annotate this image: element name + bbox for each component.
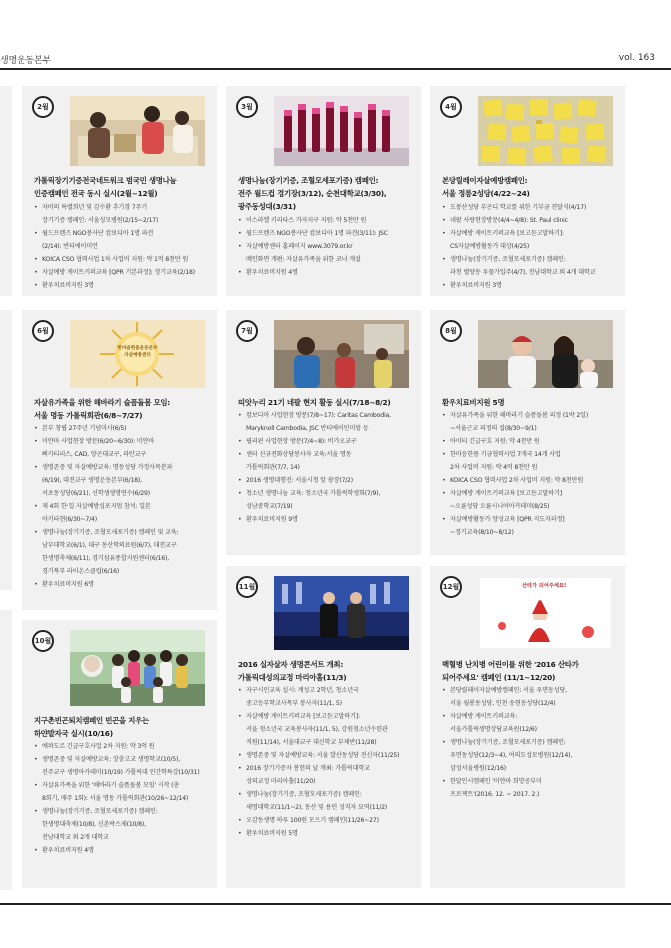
list-item: • 자살예방 게이트키퍼교육 [보고듣고말하기]: [442, 227, 595, 240]
list-item: • 환우치료비지원 4명 [238, 266, 388, 279]
item-list [34, 201, 195, 292]
footer-rule [0, 903, 671, 905]
month-card-mar [226, 86, 421, 296]
card-title-line: 환우치료비지원 5명 [442, 398, 505, 407]
list-item: • 2016 장기기증자 봉헌의 날 개최: 가톨릭대학교 [238, 762, 399, 775]
month-card-apr [430, 86, 625, 296]
campaign-photo [70, 320, 205, 388]
list-item: 서울 청소년국 교육봉사자(11/1, 5), 강원청소년수련관 [246, 726, 388, 733]
month-badge: 4월 [440, 96, 462, 118]
card-title-line: 서울 정릉2성당(4/22~24) [442, 189, 530, 198]
item-list [238, 684, 399, 840]
list-item: • 생명나눔(장기기증, 조혈모세포기증) 캠페인: [442, 736, 572, 749]
card-title [34, 174, 176, 200]
card-title-line: 서울 명동 가톨릭회관(6/8~7/27) [34, 411, 143, 420]
list-item: • 생명존중 및 자살예방교육: 명동성당 가정사목분과 [34, 461, 178, 474]
list-item: • 환우치료비지원 6명 [34, 578, 178, 591]
banner-caption-line: 한마음한몸운동본부 [117, 346, 158, 351]
list-item: • 미얀마 사업현장 방문(6/20~6/30): 미얀마 [34, 435, 178, 448]
list-item: • 본부 창립 27주년 기념미사(6/5) [34, 422, 178, 435]
item-list [442, 409, 588, 539]
campaign-photo [478, 576, 613, 650]
list-item: • 자살예방 게이트키퍼교육: [442, 710, 572, 723]
list-item: • 자살예방 게이트키퍼교육 [QPR 기본과정]: 정기교육(2/18) [34, 266, 195, 279]
item-list [238, 409, 391, 526]
item-list [34, 422, 178, 591]
list-item: • 도봉산성당 부곤디 학교를 위한 기부금 전달식(4/17) [442, 201, 595, 214]
list-item: • 한마음한몸 기금협력사업 7개국 14개 사업 [442, 448, 588, 461]
list-item: 한생명대축제(10/8), 신촌락스제(10/8), [42, 821, 146, 828]
card-title-line: 본당릴레이자살예방캠페인: [442, 176, 528, 185]
month-badge: 6월 [32, 320, 54, 342]
campaign-photo [274, 96, 409, 166]
card-title [34, 396, 170, 422]
list-item: 전남대학교 외 2개 대학교 [42, 834, 109, 841]
list-item: 중고등부학교사목부 봉사자(11/1, 5) [246, 700, 342, 707]
list-item: 서울 월롱동성당, 인천 송현동성당(12/4) [450, 700, 556, 707]
list-item: • 청소년 생명나눔 교육: 청소년국 가톨릭학생회(7/9), [238, 487, 391, 500]
card-title-line: 하얀발자국 실시(10/16) [34, 729, 113, 738]
card-title [442, 658, 579, 684]
month-card-jun [22, 310, 217, 610]
list-item: • 자살유가족을 위한 '해바라기 슬픔돌봄 모임' 시작 (총 [34, 779, 200, 792]
list-item: ~서울근교 피정의 집(8/30~9/1) [450, 425, 537, 432]
list-item: 삼성서울병원(12/16) [450, 765, 506, 772]
list-item: • 월드프렌즈 NGO봉사단 캄보디아 1명 파견(3/11): JSC [238, 227, 388, 240]
list-item: 장기기증 캠페인: 서울성모병원(2/15~2/17) [42, 217, 159, 224]
month-card-jul [226, 310, 421, 555]
list-item: • 캄보디아 사업현장 방문(7/8~17): Caritas Cambodia, [238, 409, 391, 422]
list-item: • 에콰도르 긴급구호사업 2차 지원: 약 3억 원 [34, 740, 200, 753]
cut-card [0, 610, 12, 890]
list-item: 2차 사업비 지원: 약 4억 8천만 원 [450, 464, 538, 471]
list-item: • 자살예방 게이트키퍼교육 [보고듣고말하기]: [238, 710, 399, 723]
card-title-line: 광주동성대(3/31) [238, 202, 296, 211]
list-item: • 자살유가족을 위한 해바라기 슬픔돌봄 피정 (1박 2일) [442, 409, 588, 422]
list-item: • 필리핀 사업현장 방문(7/4~8): 비가오교구 [238, 435, 391, 448]
list-item: 우면동성당(12/3~4), 여의도성모병원(12/14), [450, 752, 573, 759]
card-title-line: 가톨릭장기기증전국네트워크 범국민 생명나눔 [34, 176, 177, 185]
item-list [442, 201, 595, 292]
card-title-line: 2016 실자살자 생명콘서트 개최: [238, 660, 344, 669]
page-header [0, 0, 671, 80]
card-caption: 산타가 되어주세요! [522, 583, 567, 589]
list-item: 서울가톨릭생명상담교육원(12/6) [450, 726, 537, 733]
cut-card [0, 310, 12, 590]
item-list [238, 214, 388, 279]
list-item: • 자살예방활동가 양성교육 [QPR 지도자과정] [442, 513, 588, 526]
list-item: • 환우치료비지원 5명 [238, 827, 399, 840]
list-item: • 환우치료비지원 3명 [34, 279, 195, 292]
list-item: • 자구시민교육 실시: 계성고 2학년, 청소년국 [238, 684, 399, 697]
list-item: • 월드프렌즈 NGO봉사단 캄보디아 1명 파견 [34, 227, 195, 240]
list-item: 직원(11/14), 서울대교구 대신학교 부제반(11/28) [246, 739, 377, 746]
list-item: • 환우치료비지원 9명 [238, 513, 391, 526]
list-item: • 제 4회 한·일 자살예방심포지엄 참석: 일본 [34, 500, 178, 513]
banner-caption-line: 자살예방센터 [124, 353, 151, 358]
list-item: ~정기교육(8/10~8/12) [450, 529, 514, 536]
month-card-dec [430, 566, 625, 888]
list-item: (6/19), 대전교구 생명운동본부(6/18), [42, 477, 142, 484]
list-item: 성남중학교(7/19) [246, 503, 293, 510]
card-title [238, 174, 386, 213]
month-card-oct [22, 620, 217, 888]
list-item: • 생명존중 및 자살예방교육: 장충고교 생명학교(10/5), [34, 753, 200, 766]
item-list [34, 740, 200, 857]
list-item: 메인화면 개편: 자살유가족을 위한 코너 개설 [246, 256, 361, 263]
card-title-line: 띠앗누리 21기 네팔 현지 활동 실시(7/18~8/2) [238, 398, 391, 407]
list-item: • 생명나눔(장기기증, 조혈모세포기증) 캠페인: [34, 805, 200, 818]
month-card-nov [226, 566, 421, 888]
list-item: CS자살예방활동가 대상(4/25) [450, 243, 530, 250]
month-badge: 12월 [440, 576, 462, 598]
campaign-photo [274, 576, 409, 650]
list-item: • 이스라엘 키리타스 가자지구 지원: 약 5천만 원 [238, 214, 388, 227]
list-item: 아키타현(6/30~7/4) [42, 516, 97, 523]
list-item: • 생명나눔(장기기증, 조혈모세포기증) 캠페인: [238, 788, 399, 801]
month-badge: 7월 [236, 320, 258, 342]
card-title-line: 생명나눔(장기기증, 조혈모세포기증) 캠페인: [238, 176, 379, 185]
list-item: • 한달인시캠페인 '미얀마 희망공부미 [442, 775, 572, 788]
card-title-line: 되어주세요' 캠페인 (11/1~12/20) [442, 673, 556, 682]
month-badge: 8월 [440, 320, 462, 342]
list-item: 서초동성당(6/21), 신학생생명연수(6/29) [42, 490, 150, 497]
banner-caption [100, 345, 175, 359]
campaign-photo [478, 96, 613, 166]
card-title [238, 396, 391, 409]
card-title-line: 인증캠페인 전국 동시 실시(2월~12월) [34, 189, 158, 198]
list-item: • 아이티 긴급구호 지원: 약 4천만 원 [442, 435, 588, 448]
list-item: (2/14): 반티에이미언 [42, 243, 98, 250]
card-title-line: 지구촌빈곤퇴치캠페인 빈곤을 지우는 [34, 716, 149, 725]
list-item: • KOICA CSO 협력사업 1차 사업비 지원: 약 1억 8천만 원 [34, 253, 195, 266]
card-title [442, 174, 530, 200]
list-item: 삐카티리스, CAD, 양곤대교구, 파안교구 [42, 451, 147, 458]
card-title [442, 396, 504, 409]
list-item: • 네팔 사랑현장방문(4/4~4/8): St. Paul clinic [442, 214, 595, 227]
list-item: • 생명존중 및 자살예방교육: 서울 발산동성당 전신자(11/25) [238, 749, 399, 762]
card-title-line: 전주 월드컵 경기장(3/12), 순천대학교(3/30), [238, 189, 387, 198]
list-item: Maryknoll Cambodia, JSC 반티에이민미엄 등 [246, 425, 369, 432]
header-rule [0, 68, 671, 70]
list-item: 성의교정 마리아홀(11/20) [246, 778, 316, 785]
list-item: • KOICA CSO 협력사업 2차 사업비 지원: 약 8천만원 [442, 474, 588, 487]
card-title-line: 자살유가족을 위한 해바라기 슬픔돌봄 모임: [34, 398, 171, 407]
list-item: • 자비의 특별희년 및 김수환 추기경 7주기 [34, 201, 195, 214]
card-title-line: 가톨릭대성의교정 마리아홀(11/3) [238, 673, 347, 682]
list-item: 가톨릭회관(7/7, 14) [246, 464, 300, 471]
card-title [34, 714, 149, 740]
cut-card [0, 86, 12, 296]
month-badge: 11월 [236, 576, 258, 598]
list-item: • 2016 생명대행진: 서울시청 앞 광장(7/2) [238, 474, 391, 487]
list-item: 전주교구 생명아카데미(10/19) 가톨릭대 인간학특강(10/31) [42, 769, 200, 776]
month-badge: 2월 [32, 96, 54, 118]
list-item: 경기북부 라이온스클럽(6/16) [42, 568, 120, 575]
item-list [442, 684, 572, 801]
list-item: • 자살예방센터 홈페이지 www.3079.or.kr [238, 240, 388, 253]
campaign-photo [70, 96, 205, 166]
list-item: • 환우치료비지원 4명 [34, 844, 200, 857]
list-item: 한생명축제(6/11), 경기섬유종합지원센터(6/16), [42, 555, 170, 562]
section-title: 생명운동본부 [0, 56, 51, 66]
list-item: • 생명나눔(장기기증, 조혈모세포기증) 캠페인 및 교육: [34, 526, 178, 539]
list-item: • 생명나눔(장기기증, 조혈모세포기증) 캠페인: [442, 253, 595, 266]
month-card-aug [430, 310, 625, 555]
list-item: ~오륜성당 오륜시니어아카데미(8/25) [450, 503, 550, 510]
list-item: 남부대학교(6/1), 대구 동산학의료원(6/7), 대전교구 [42, 542, 177, 549]
list-item: 8회기, 매주 1회): 서울 명동 가톨릭회관(10/26~12/14) [42, 795, 189, 802]
campaign-photo [274, 320, 409, 388]
list-item: • 센터 신규전화상담봉사자 교육:서울 명동 [238, 448, 391, 461]
month-card-feb [22, 86, 217, 296]
campaign-photo [478, 320, 613, 388]
list-item: • 자살예방 게이트키퍼교육 [보고듣고말하기] [442, 487, 588, 500]
list-item: 프로젝트'(2016. 12. ~ 2017. 2.) [450, 791, 540, 798]
month-badge: 10월 [32, 630, 54, 652]
list-item: 세명대학교(11/1~2), 동산 및 용인 성직자 묘역(11/2) [246, 804, 388, 811]
list-item: • 환우치료비지원 3명 [442, 279, 595, 292]
card-title-line: 백혈병 난치병 어린이를 위한 '2016 산타가 [442, 660, 579, 669]
list-item: • 오감동생명 하루 100원 모으기 캠페인(11/26~27) [238, 814, 399, 827]
page-number: vol. 163 [618, 53, 655, 63]
card-title [238, 658, 346, 684]
month-badge: 3월 [236, 96, 258, 118]
campaign-photo [70, 630, 205, 706]
list-item: 과천 별양동 우물가입주(4/7), 전남대학교 외 4개 대학교 [450, 269, 596, 276]
list-item: • 본당릴레이자살예방캠페인: 서울 우면동성당, [442, 684, 572, 697]
